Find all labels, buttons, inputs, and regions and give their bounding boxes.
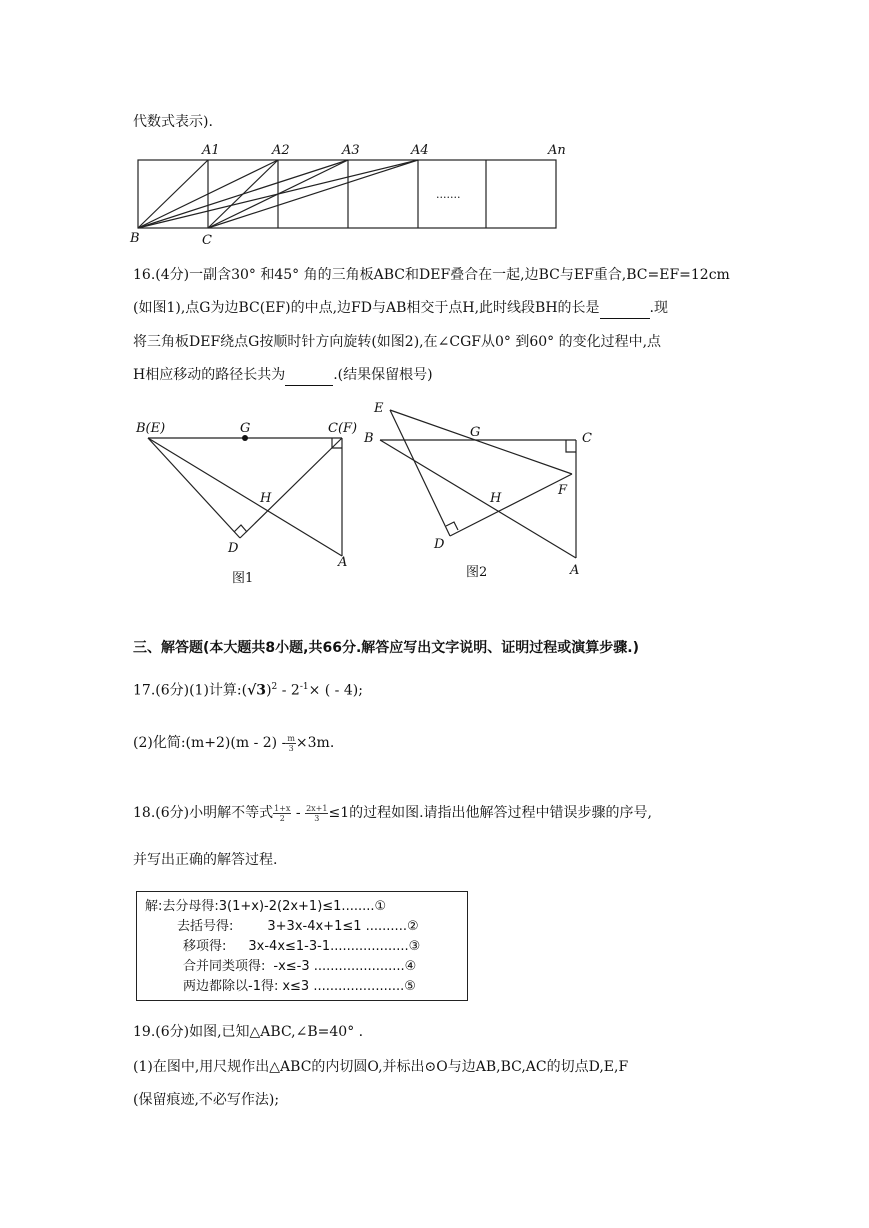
label-c: C xyxy=(202,233,212,248)
figure-16-2 xyxy=(360,396,600,590)
label-a2: A2 xyxy=(272,143,290,158)
fig2-label-b: B xyxy=(364,431,374,446)
q16-line2: (如图1),点G为边BC(EF)的中点,边FD与AB相交于点H,此时线段BH的长是 .现 xyxy=(133,298,668,319)
fig1-label-g: G xyxy=(240,421,251,436)
fig1-label-be: B(E) xyxy=(136,421,166,436)
label-a3: A3 xyxy=(342,143,360,158)
fraction-2xplus1-over-3: $\frac{2x+1}{3}$ xyxy=(306,803,328,823)
label-b: B xyxy=(130,231,140,246)
fig2-label-e: E xyxy=(374,401,384,416)
step-2: 去括号得: 3+3x-4x+1≤1 ..........② xyxy=(177,919,419,934)
fraction-m-over-3: $\frac{m}{3}$ xyxy=(287,733,295,753)
section-3-heading: 三、解答题(本大题共8小题,共66分.解答应写出文字说明、证明过程或演算步骤.) xyxy=(133,640,639,656)
fig2-label-c: C xyxy=(582,431,592,446)
q16-line1: 16.(4分)一副含30° 和45° 角的三角板ABC和DEF叠合在一起,边BC与EF重合,BC=EF=12cm xyxy=(133,267,730,283)
label-a1: A1 xyxy=(202,143,220,158)
fig1-label-h: H xyxy=(260,491,272,506)
fraction-1plusx-over-2: $\frac{1+x}{2}$ xyxy=(274,803,291,823)
fig2-label-f: F xyxy=(558,483,568,498)
q18-line2: 并写出正确的解答过程. xyxy=(133,852,278,868)
q16-line4: H相应移动的路径长共为 .(结果保留根号) xyxy=(133,365,433,386)
solution-steps-box xyxy=(136,891,468,1001)
q19-line3: (保留痕迹,不必写作法); xyxy=(133,1092,280,1108)
fig2-label-a: A xyxy=(570,563,580,578)
label-a4: A4 xyxy=(411,143,429,158)
fig2-label-d: D xyxy=(434,537,445,552)
q18-line1: 18.(6分)小明解不等式 $\frac{1+x}{2}$ - $\frac{2x+1}{3}$ ≤1的过程如图.请指出他解答过程中错误步骤的序号, xyxy=(133,803,653,823)
q16-line3: 将三角板DEF绕点G按顺时针方向旋转(如图2),在∠CGF从0° 到60° 的变化过程中,点 xyxy=(133,334,662,350)
fig1-label-a: A xyxy=(338,555,348,570)
fig2-label-g: G xyxy=(470,425,481,440)
step-1: 解:去分母得:3(1+x)-2(2x+1)≤1........① xyxy=(145,899,387,914)
fig1-caption: 图1 xyxy=(232,571,254,586)
fig2-caption: 图2 xyxy=(466,565,488,580)
q19-line1: 19.(6分)如图,已知△ABC,∠B=40° . xyxy=(133,1024,364,1040)
label-an: An xyxy=(548,143,566,158)
answer-blank-bh[interactable] xyxy=(600,298,650,319)
fig1-label-cf: C(F) xyxy=(328,421,358,436)
fig1-label-d: D xyxy=(228,541,239,556)
answer-blank-path[interactable] xyxy=(285,365,333,386)
step-3: 移项得: 3x-4x≤1-3-1...................③ xyxy=(183,939,421,954)
q17-part2: (2)化简:(m+2)(m - 2) - $\frac{m}{3}$ ×3m. xyxy=(133,733,335,753)
q19-line2: (1)在图中,用尺规作出△ABC的内切圆O,并标出⊙O与边AB,BC,AC的切点D,E,F xyxy=(133,1059,629,1075)
q15-tail-text: 代数式表示). xyxy=(133,114,213,130)
figure-16-1 xyxy=(130,414,360,590)
step-5: 两边都除以-1得: x≤3 ......................⑤ xyxy=(183,979,416,994)
q17-part1: 17.(6分)(1)计算$:(√3)^2 - 2^{-1}\times$ ( - 4); xyxy=(133,682,363,699)
fig2-label-h: H xyxy=(490,491,502,506)
figure-15-rectangles xyxy=(120,138,580,250)
ellipsis-dots: ....... xyxy=(436,188,461,201)
step-4: 合并同类项得: -x≤-3 ......................④ xyxy=(183,959,417,974)
